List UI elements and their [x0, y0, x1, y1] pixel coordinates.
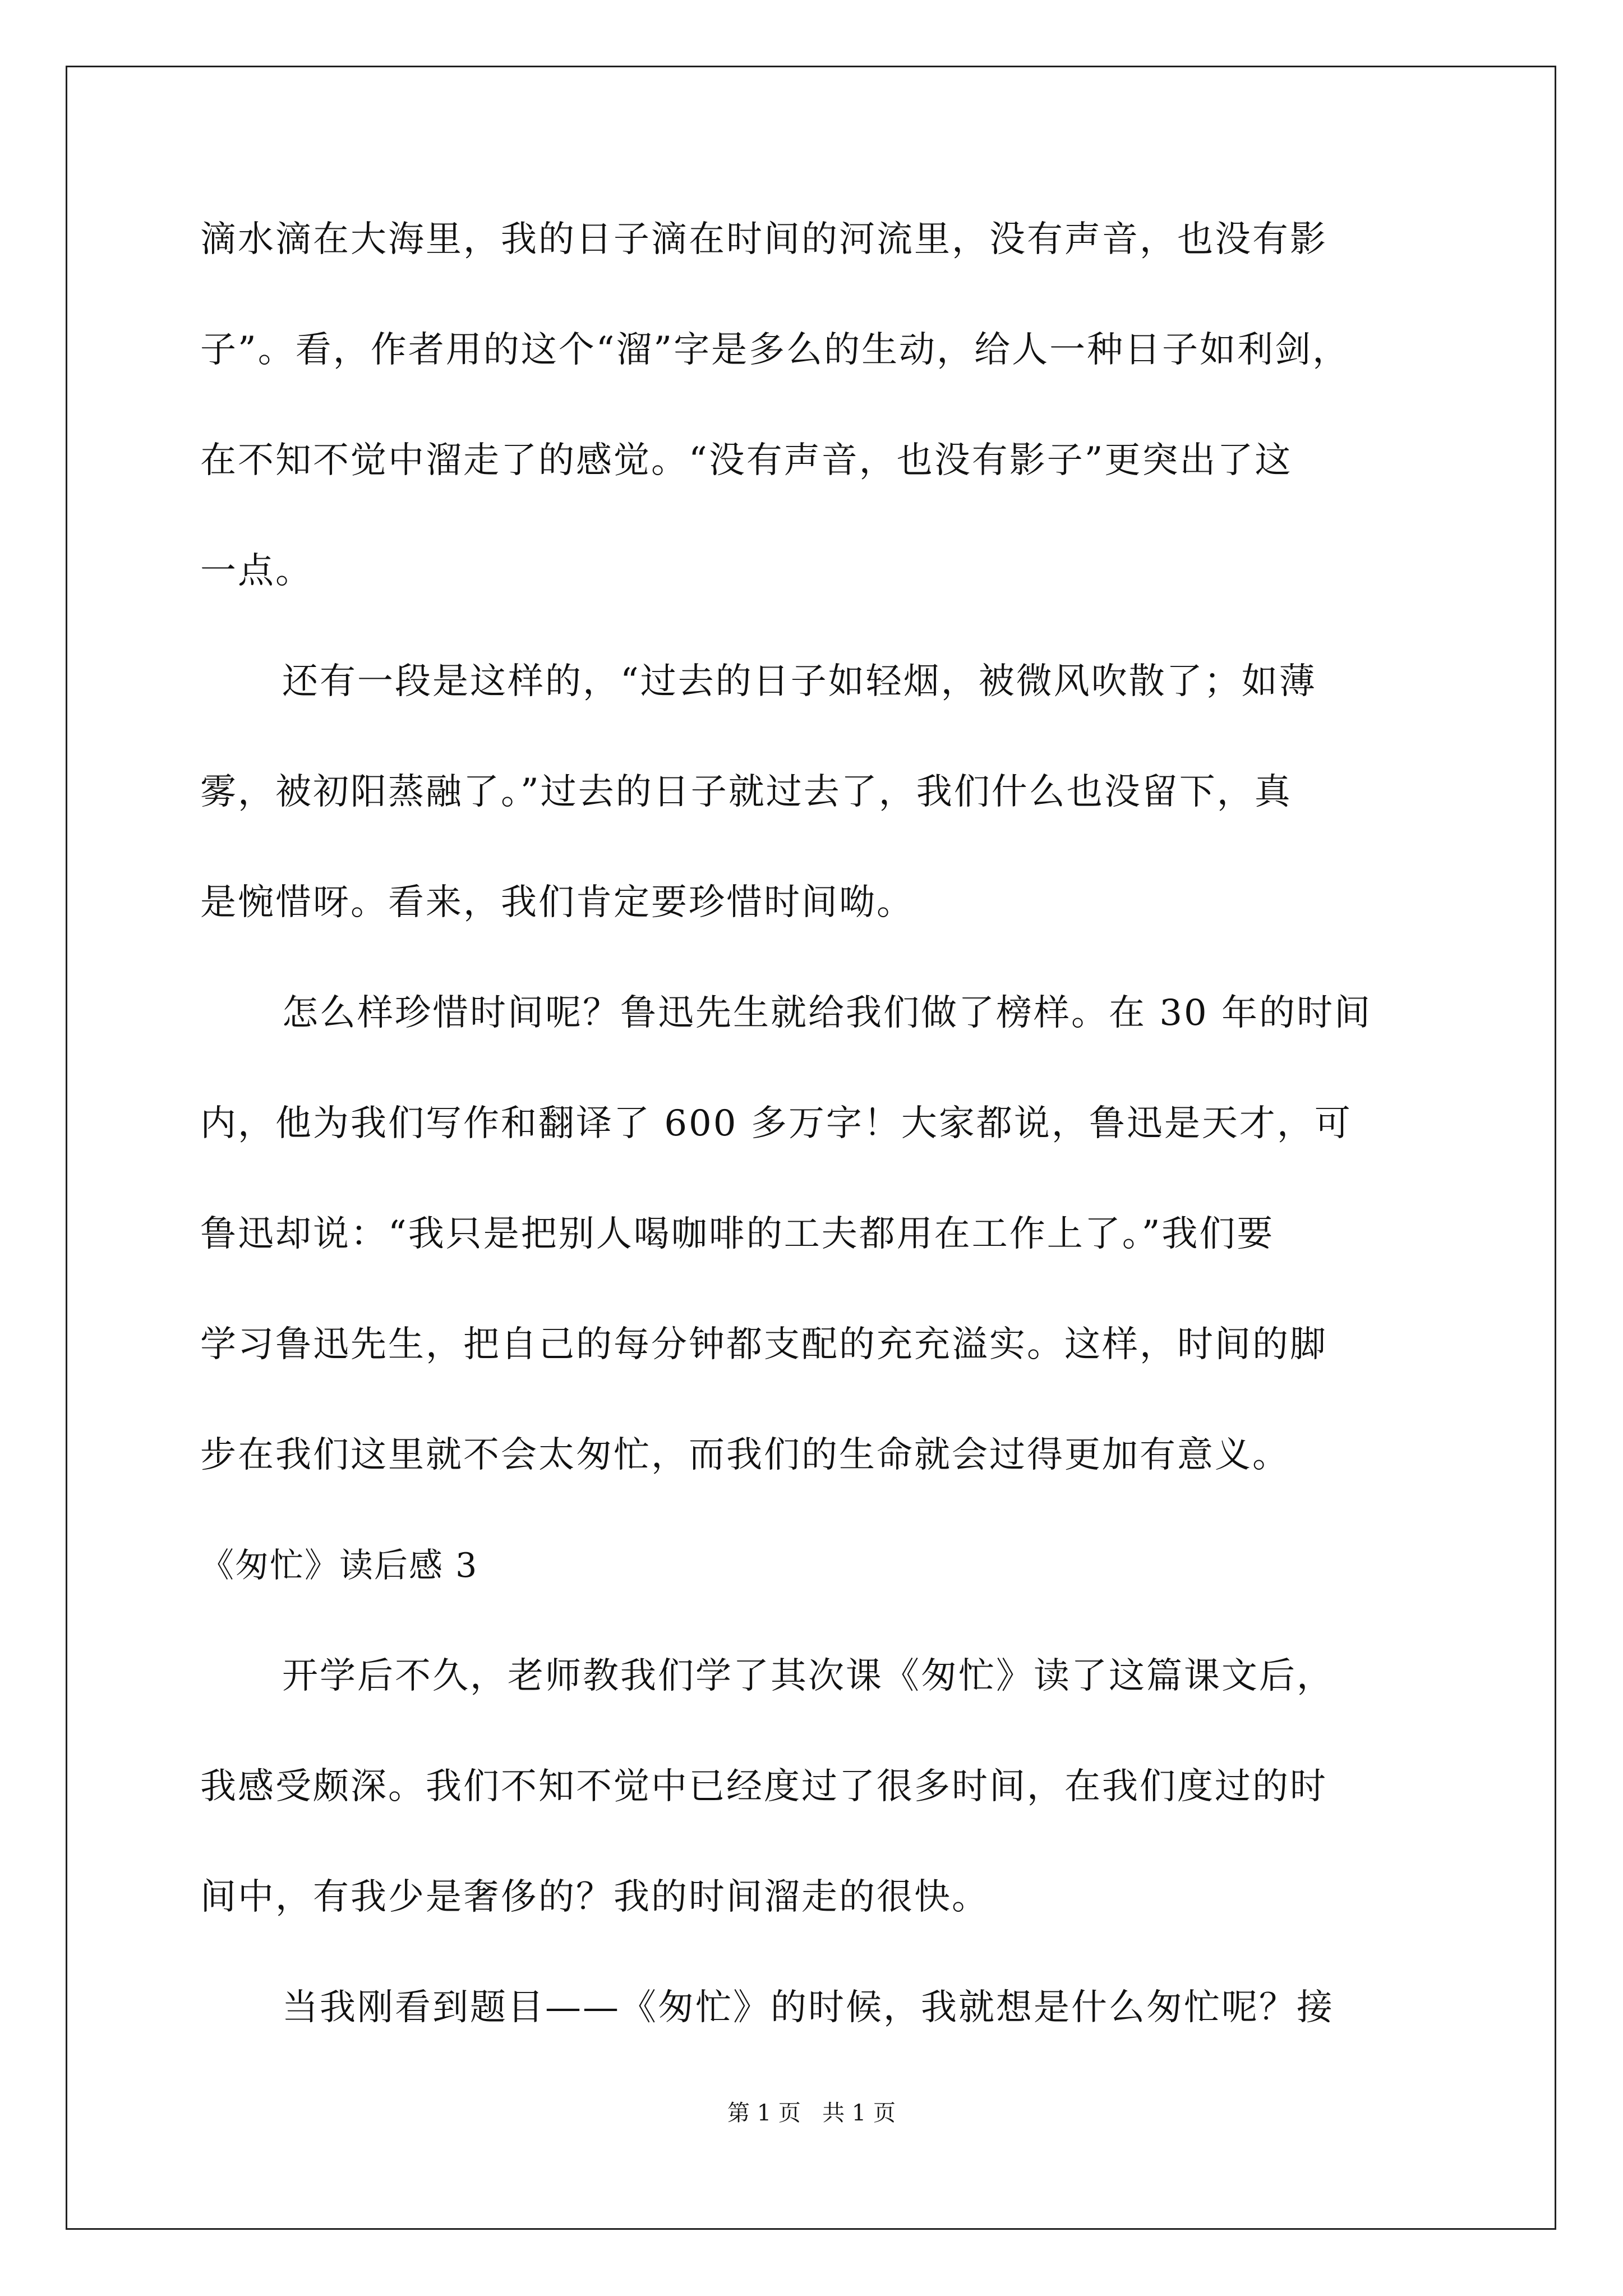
text-line: 雾，被初阳蒸融了。”过去的日子就过去了，我们什么也没留下，真 — [200, 771, 1292, 813]
paragraph-start-line: 当我刚看到题目——《匆忙》的时候，我就想是什么匆忙呢？接 — [282, 1987, 1334, 2028]
text-line: 子”。看，作者用的这个“溜”字是多么的生动，给人一种日子如利剑， — [200, 329, 1350, 371]
page-footer: 第 1 页 共 1 页 — [727, 2100, 896, 2126]
text-line: 内，他为我们写作和翻译了 600 多万字！大家都说，鲁迅是天才，可 — [200, 1103, 1352, 1144]
text-line: 在不知不觉中溜走了的感觉。“没有声音，也没有影子”更突出了这 — [200, 440, 1293, 481]
paragraph-start-line: 还有一段是这样的，“过去的日子如轻烟，被微风吹散了；如薄 — [282, 661, 1317, 702]
text-line: 是惋惜呀。看来，我们肯定要珍惜时间呦。 — [200, 882, 914, 923]
section-heading: 《匆忙》读后感 3 — [200, 1546, 478, 1585]
text-line: 间中，有我少是奢侈的？我的时间溜走的很快。 — [200, 1876, 989, 1918]
text-line: 我感受颇深。我们不知不觉中已经度过了很多时间，在我们度过的时 — [200, 1766, 1327, 1807]
text-line: 鲁迅却说：“我只是把别人喝咖啡的工夫都用在工作上了。”我们要 — [200, 1213, 1275, 1255]
text-line: 学习鲁迅先生，把自己的每分钟都支配的充充溢实。这样，时间的脚 — [200, 1324, 1327, 1365]
document-body — [200, 219, 1426, 2100]
text-line: 滴水滴在大海里，我的日子滴在时间的河流里，没有声音，也没有影 — [200, 219, 1327, 260]
text-line: 一点。 — [200, 550, 313, 592]
paragraph-start-line: 开学后不久，老师教我们学了其次课《匆忙》读了这篇课文后， — [282, 1655, 1334, 1697]
paragraph-start-line: 怎么样珍惜时间呢？鲁迅先生就给我们做了榜样。在 30 年的时间 — [282, 992, 1372, 1034]
text-line: 步在我们这里就不会太匆忙，而我们的生命就会过得更加有意义。 — [200, 1434, 1290, 1476]
